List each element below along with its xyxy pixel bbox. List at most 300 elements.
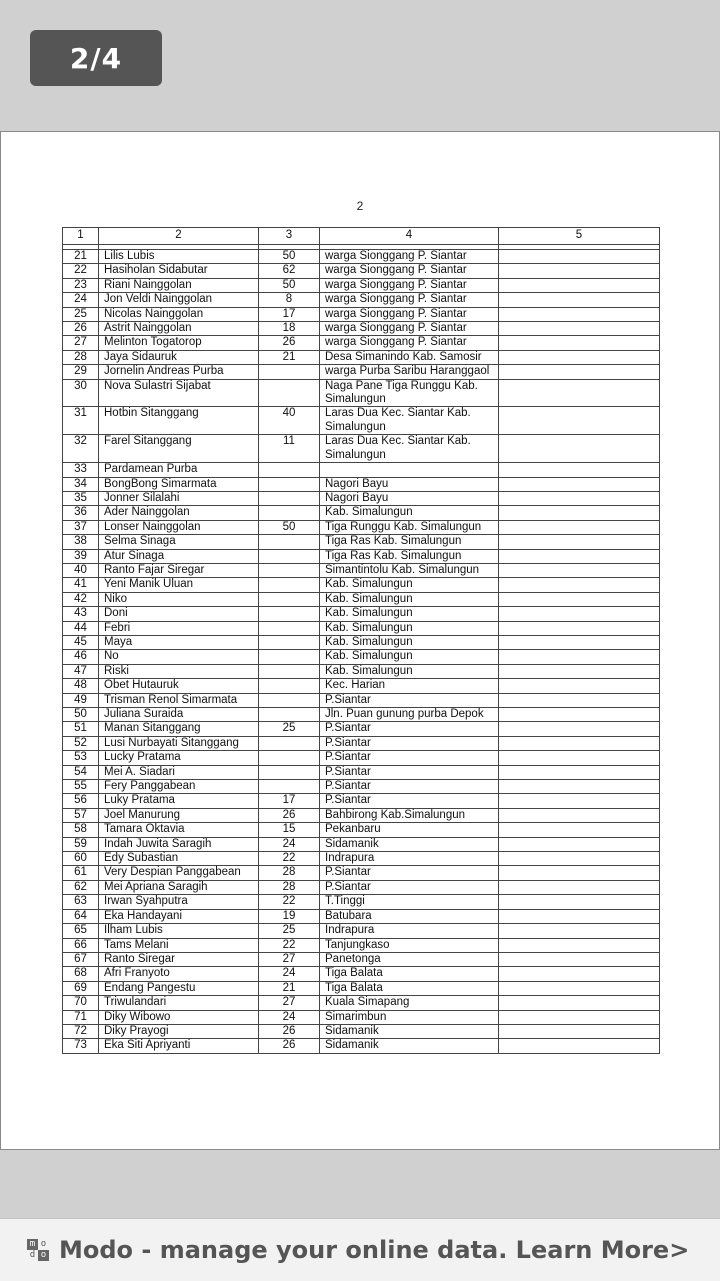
row-name: Triwulandari (99, 996, 259, 1010)
row-number: 42 (63, 592, 99, 606)
row-age (259, 765, 320, 779)
row-note (499, 607, 660, 621)
row-age: 28 (259, 880, 320, 894)
row-name: Hasiholan Sidabutar (99, 264, 259, 278)
table-row (63, 808, 660, 822)
row-number: 63 (63, 895, 99, 909)
row-note (499, 264, 660, 278)
row-note (499, 563, 660, 577)
column-header: 3 (259, 228, 320, 245)
page-indicator: 2/4 (30, 30, 162, 86)
row-note (499, 780, 660, 794)
row-note (499, 895, 660, 909)
logo-letter: o (40, 1239, 47, 1249)
row-note (499, 506, 660, 520)
row-age: 15 (259, 823, 320, 837)
row-age (259, 751, 320, 765)
row-number: 35 (63, 491, 99, 505)
row-address: warga Sionggang P. Siantar (320, 336, 499, 350)
row-number: 52 (63, 736, 99, 750)
row-note (499, 938, 660, 952)
table-row (63, 981, 660, 995)
row-note (499, 679, 660, 693)
row-name: Tams Melani (99, 938, 259, 952)
row-note (499, 736, 660, 750)
row-age (259, 365, 320, 379)
row-age (259, 578, 320, 592)
row-address: Nagori Bayu (320, 477, 499, 491)
row-number: 59 (63, 837, 99, 851)
row-age (259, 679, 320, 693)
row-note (499, 664, 660, 678)
row-name: Astrit Nainggolan (99, 322, 259, 336)
row-name: Doni (99, 607, 259, 621)
row-address: Kab. Simalungun (320, 664, 499, 678)
table-row (63, 506, 660, 520)
row-name: No (99, 650, 259, 664)
row-number: 68 (63, 967, 99, 981)
row-note (499, 650, 660, 664)
row-age: 62 (259, 264, 320, 278)
data-table (62, 227, 660, 1054)
ad-banner[interactable] (0, 1218, 720, 1281)
row-name: Jonner Silalahi (99, 491, 259, 505)
row-number: 55 (63, 780, 99, 794)
row-name: Ader Nainggolan (99, 506, 259, 520)
table-body (63, 250, 660, 1054)
row-note (499, 365, 660, 379)
row-number: 62 (63, 880, 99, 894)
row-address: Batubara (320, 909, 499, 923)
row-age (259, 463, 320, 477)
row-number: 50 (63, 708, 99, 722)
table-row (63, 463, 660, 477)
row-address: warga Sionggang P. Siantar (320, 278, 499, 292)
row-address: P.Siantar (320, 880, 499, 894)
row-age (259, 535, 320, 549)
row-name: Trisman Renol Simarmata (99, 693, 259, 707)
row-note (499, 520, 660, 534)
row-name: Niko (99, 592, 259, 606)
table-row (63, 578, 660, 592)
table-row (63, 823, 660, 837)
table-row (63, 293, 660, 307)
row-note (499, 250, 660, 264)
row-name: Irwan Syahputra (99, 895, 259, 909)
row-number: 73 (63, 1039, 99, 1053)
row-age (259, 379, 320, 407)
row-age (259, 708, 320, 722)
row-note (499, 535, 660, 549)
row-note (499, 350, 660, 364)
table-row (63, 621, 660, 635)
row-note (499, 924, 660, 938)
row-note (499, 307, 660, 321)
row-address: Sidamanik (320, 1024, 499, 1038)
row-name: Indah Juwita Saragih (99, 837, 259, 851)
row-number: 27 (63, 336, 99, 350)
table-row (63, 520, 660, 534)
row-address: Kab. Simalungun (320, 592, 499, 606)
table-row (63, 693, 660, 707)
row-note (499, 435, 660, 463)
table-row (63, 1039, 660, 1053)
row-age (259, 563, 320, 577)
row-note (499, 293, 660, 307)
table-row (63, 722, 660, 736)
row-age: 22 (259, 895, 320, 909)
row-age: 22 (259, 852, 320, 866)
row-name: Ranto Siregar (99, 952, 259, 966)
logo-letter: d (29, 1250, 36, 1260)
row-number: 44 (63, 621, 99, 635)
row-note (499, 477, 660, 491)
row-note (499, 463, 660, 477)
row-note (499, 336, 660, 350)
row-age: 26 (259, 1039, 320, 1053)
row-note (499, 981, 660, 995)
row-address: Kuala Simapang (320, 996, 499, 1010)
row-note (499, 322, 660, 336)
row-name: Diky Prayogi (99, 1024, 259, 1038)
table-row (63, 780, 660, 794)
row-name: Jornelin Andreas Purba (99, 365, 259, 379)
row-note (499, 379, 660, 407)
table-row (63, 938, 660, 952)
row-age: 27 (259, 996, 320, 1010)
row-name: Lonser Nainggolan (99, 520, 259, 534)
row-name: Mei A. Siadari (99, 765, 259, 779)
table-row (63, 650, 660, 664)
row-address: warga Sionggang P. Siantar (320, 322, 499, 336)
row-number: 43 (63, 607, 99, 621)
row-number: 66 (63, 938, 99, 952)
row-age (259, 780, 320, 794)
row-name: Maya (99, 635, 259, 649)
row-number: 46 (63, 650, 99, 664)
row-note (499, 852, 660, 866)
row-address: Panetonga (320, 952, 499, 966)
row-note (499, 909, 660, 923)
row-name: Edy Subastian (99, 852, 259, 866)
table-row (63, 264, 660, 278)
row-number: 41 (63, 578, 99, 592)
row-note (499, 880, 660, 894)
row-name: Mei Apriana Saragih (99, 880, 259, 894)
row-name: Jaya Sidauruk (99, 350, 259, 364)
row-note (499, 996, 660, 1010)
row-address: T.Tinggi (320, 895, 499, 909)
row-age (259, 549, 320, 563)
table-row (63, 278, 660, 292)
table-row (63, 679, 660, 693)
row-number: 51 (63, 722, 99, 736)
row-address: Kab. Simalungun (320, 607, 499, 621)
row-age: 26 (259, 808, 320, 822)
table-row (63, 852, 660, 866)
table-row (63, 491, 660, 505)
row-address: Kab. Simalungun (320, 650, 499, 664)
table-row (63, 250, 660, 264)
row-address: P.Siantar (320, 722, 499, 736)
column-header: 1 (63, 228, 99, 245)
row-note (499, 708, 660, 722)
row-age: 25 (259, 924, 320, 938)
row-age: 21 (259, 350, 320, 364)
row-number: 54 (63, 765, 99, 779)
row-note (499, 808, 660, 822)
row-note (499, 621, 660, 635)
row-name: Lusi Nurbayati Sitanggang (99, 736, 259, 750)
row-address: P.Siantar (320, 751, 499, 765)
table-row (63, 1010, 660, 1024)
row-address: Indrapura (320, 852, 499, 866)
row-address: Simantintolu Kab. Simalungun (320, 563, 499, 577)
row-name: Atur Sinaga (99, 549, 259, 563)
row-address: Kec. Harian (320, 679, 499, 693)
row-name: Lucky Pratama (99, 751, 259, 765)
row-note (499, 952, 660, 966)
row-number: 29 (63, 365, 99, 379)
row-number: 58 (63, 823, 99, 837)
table-row (63, 751, 660, 765)
table-row (63, 549, 660, 563)
row-name: Eka Siti Apriyanti (99, 1039, 259, 1053)
column-header: 2 (99, 228, 259, 245)
row-address: warga Sionggang P. Siantar (320, 264, 499, 278)
row-address: Naga Pane Tiga Runggu Kab. Simalungun (320, 379, 499, 407)
row-number: 25 (63, 307, 99, 321)
row-age (259, 592, 320, 606)
row-number: 72 (63, 1024, 99, 1038)
row-number: 36 (63, 506, 99, 520)
row-age: 19 (259, 909, 320, 923)
row-address: P.Siantar (320, 736, 499, 750)
row-address: P.Siantar (320, 693, 499, 707)
row-age: 24 (259, 1010, 320, 1024)
row-address: P.Siantar (320, 794, 499, 808)
row-name: Ranto Fajar Siregar (99, 563, 259, 577)
logo-letter: m (27, 1239, 38, 1250)
row-note (499, 549, 660, 563)
row-name: Farel Sitanggang (99, 435, 259, 463)
row-number: 28 (63, 350, 99, 364)
table-row (63, 880, 660, 894)
row-note (499, 866, 660, 880)
row-age: 8 (259, 293, 320, 307)
row-number: 71 (63, 1010, 99, 1024)
row-age: 18 (259, 322, 320, 336)
row-address: warga Sionggang P. Siantar (320, 293, 499, 307)
row-note (499, 592, 660, 606)
row-name: Ilham Lubis (99, 924, 259, 938)
row-age (259, 491, 320, 505)
row-address: warga Purba Saribu Haranggaol (320, 365, 499, 379)
row-number: 30 (63, 379, 99, 407)
row-name: Jon Veldi Nainggolan (99, 293, 259, 307)
row-address: Tiga Balata (320, 981, 499, 995)
row-number: 45 (63, 635, 99, 649)
column-header: 5 (499, 228, 660, 245)
row-number: 39 (63, 549, 99, 563)
row-age: 27 (259, 952, 320, 966)
column-header: 4 (320, 228, 499, 245)
table-row (63, 379, 660, 407)
table-row (63, 708, 660, 722)
row-note (499, 407, 660, 435)
row-age (259, 477, 320, 491)
table-row (63, 794, 660, 808)
row-name: Juliana Suraida (99, 708, 259, 722)
row-note (499, 722, 660, 736)
row-note (499, 693, 660, 707)
row-name: Hotbin Sitanggang (99, 407, 259, 435)
row-age: 28 (259, 866, 320, 880)
row-number: 33 (63, 463, 99, 477)
row-address: Kab. Simalungun (320, 506, 499, 520)
row-address: Tiga Runggu Kab. Simalungun (320, 520, 499, 534)
row-note (499, 837, 660, 851)
row-address: Tanjungkaso (320, 938, 499, 952)
table-row (63, 607, 660, 621)
table-row (63, 563, 660, 577)
row-age: 22 (259, 938, 320, 952)
row-age: 26 (259, 336, 320, 350)
row-name: Joel Manurung (99, 808, 259, 822)
row-number: 31 (63, 407, 99, 435)
row-number: 61 (63, 866, 99, 880)
banner-link[interactable]: Modo - manage your online data. Learn More> (59, 1236, 690, 1264)
row-address: P.Siantar (320, 765, 499, 779)
row-name: Endang Pangestu (99, 981, 259, 995)
row-address: Tiga Ras Kab. Simalungun (320, 549, 499, 563)
row-number: 23 (63, 278, 99, 292)
row-address: warga Sionggang P. Siantar (320, 250, 499, 264)
row-number: 56 (63, 794, 99, 808)
row-number: 48 (63, 679, 99, 693)
row-address: Kab. Simalungun (320, 635, 499, 649)
row-name: Tamara Oktavia (99, 823, 259, 837)
row-note (499, 765, 660, 779)
row-address: Indrapura (320, 924, 499, 938)
row-address: Bahbirong Kab.Simalungun (320, 808, 499, 822)
document-page[interactable] (0, 131, 720, 1150)
row-age: 11 (259, 435, 320, 463)
row-note (499, 1024, 660, 1038)
row-name: Eka Handayani (99, 909, 259, 923)
row-number: 70 (63, 996, 99, 1010)
row-name: Febri (99, 621, 259, 635)
row-number: 37 (63, 520, 99, 534)
row-name: Diky Wibowo (99, 1010, 259, 1024)
row-name: Manan Sitanggang (99, 722, 259, 736)
table-row (63, 736, 660, 750)
row-age: 17 (259, 794, 320, 808)
row-age: 24 (259, 837, 320, 851)
row-age (259, 664, 320, 678)
table-row (63, 895, 660, 909)
table-row (63, 765, 660, 779)
row-number: 60 (63, 852, 99, 866)
row-note (499, 794, 660, 808)
row-name: Riski (99, 664, 259, 678)
row-number: 65 (63, 924, 99, 938)
row-note (499, 751, 660, 765)
table-row (63, 924, 660, 938)
table-row (63, 336, 660, 350)
row-note (499, 823, 660, 837)
row-number: 32 (63, 435, 99, 463)
row-name: Very Despian Panggabean (99, 866, 259, 880)
row-name: Melinton Togatorop (99, 336, 259, 350)
row-address: Pekanbaru (320, 823, 499, 837)
row-address: Laras Dua Kec. Siantar Kab. Simalungun (320, 407, 499, 435)
row-number: 26 (63, 322, 99, 336)
row-address: Tiga Balata (320, 967, 499, 981)
row-number: 64 (63, 909, 99, 923)
table-row (63, 996, 660, 1010)
row-name: BongBong Simarmata (99, 477, 259, 491)
row-address: P.Siantar (320, 866, 499, 880)
row-name: Pardamean Purba (99, 463, 259, 477)
row-age: 26 (259, 1024, 320, 1038)
row-note (499, 491, 660, 505)
row-name: Afri Franyoto (99, 967, 259, 981)
row-name: Nova Sulastri Sijabat (99, 379, 259, 407)
row-number: 47 (63, 664, 99, 678)
row-age: 21 (259, 981, 320, 995)
row-address (320, 463, 499, 477)
row-address: warga Sionggang P. Siantar (320, 307, 499, 321)
row-note (499, 278, 660, 292)
row-note (499, 1039, 660, 1053)
row-address: P.Siantar (320, 780, 499, 794)
table-row (63, 866, 660, 880)
row-age (259, 736, 320, 750)
row-address: Jln. Puan gunung purba Depok (320, 708, 499, 722)
table-row (63, 592, 660, 606)
row-age: 25 (259, 722, 320, 736)
row-name: Riani Nainggolan (99, 278, 259, 292)
table-row (63, 909, 660, 923)
table-row (63, 664, 660, 678)
row-address: Desa Simanindo Kab. Samosir (320, 350, 499, 364)
row-address: Kab. Simalungun (320, 621, 499, 635)
row-note (499, 967, 660, 981)
row-note (499, 1010, 660, 1024)
row-name: Fery Panggabean (99, 780, 259, 794)
table-row (63, 967, 660, 981)
row-age: 50 (259, 250, 320, 264)
row-number: 49 (63, 693, 99, 707)
table-row (63, 635, 660, 649)
modo-logo-icon (27, 1239, 49, 1261)
row-number: 38 (63, 535, 99, 549)
row-age: 17 (259, 307, 320, 321)
row-number: 24 (63, 293, 99, 307)
row-number: 67 (63, 952, 99, 966)
row-age: 40 (259, 407, 320, 435)
row-address: Tiga Ras Kab. Simalungun (320, 535, 499, 549)
row-address: Sidamanik (320, 837, 499, 851)
row-name: Yeni Manik Uluan (99, 578, 259, 592)
table-row (63, 477, 660, 491)
table-row (63, 307, 660, 321)
table-header-row (63, 228, 660, 245)
row-age: 24 (259, 967, 320, 981)
row-number: 22 (63, 264, 99, 278)
row-age (259, 635, 320, 649)
